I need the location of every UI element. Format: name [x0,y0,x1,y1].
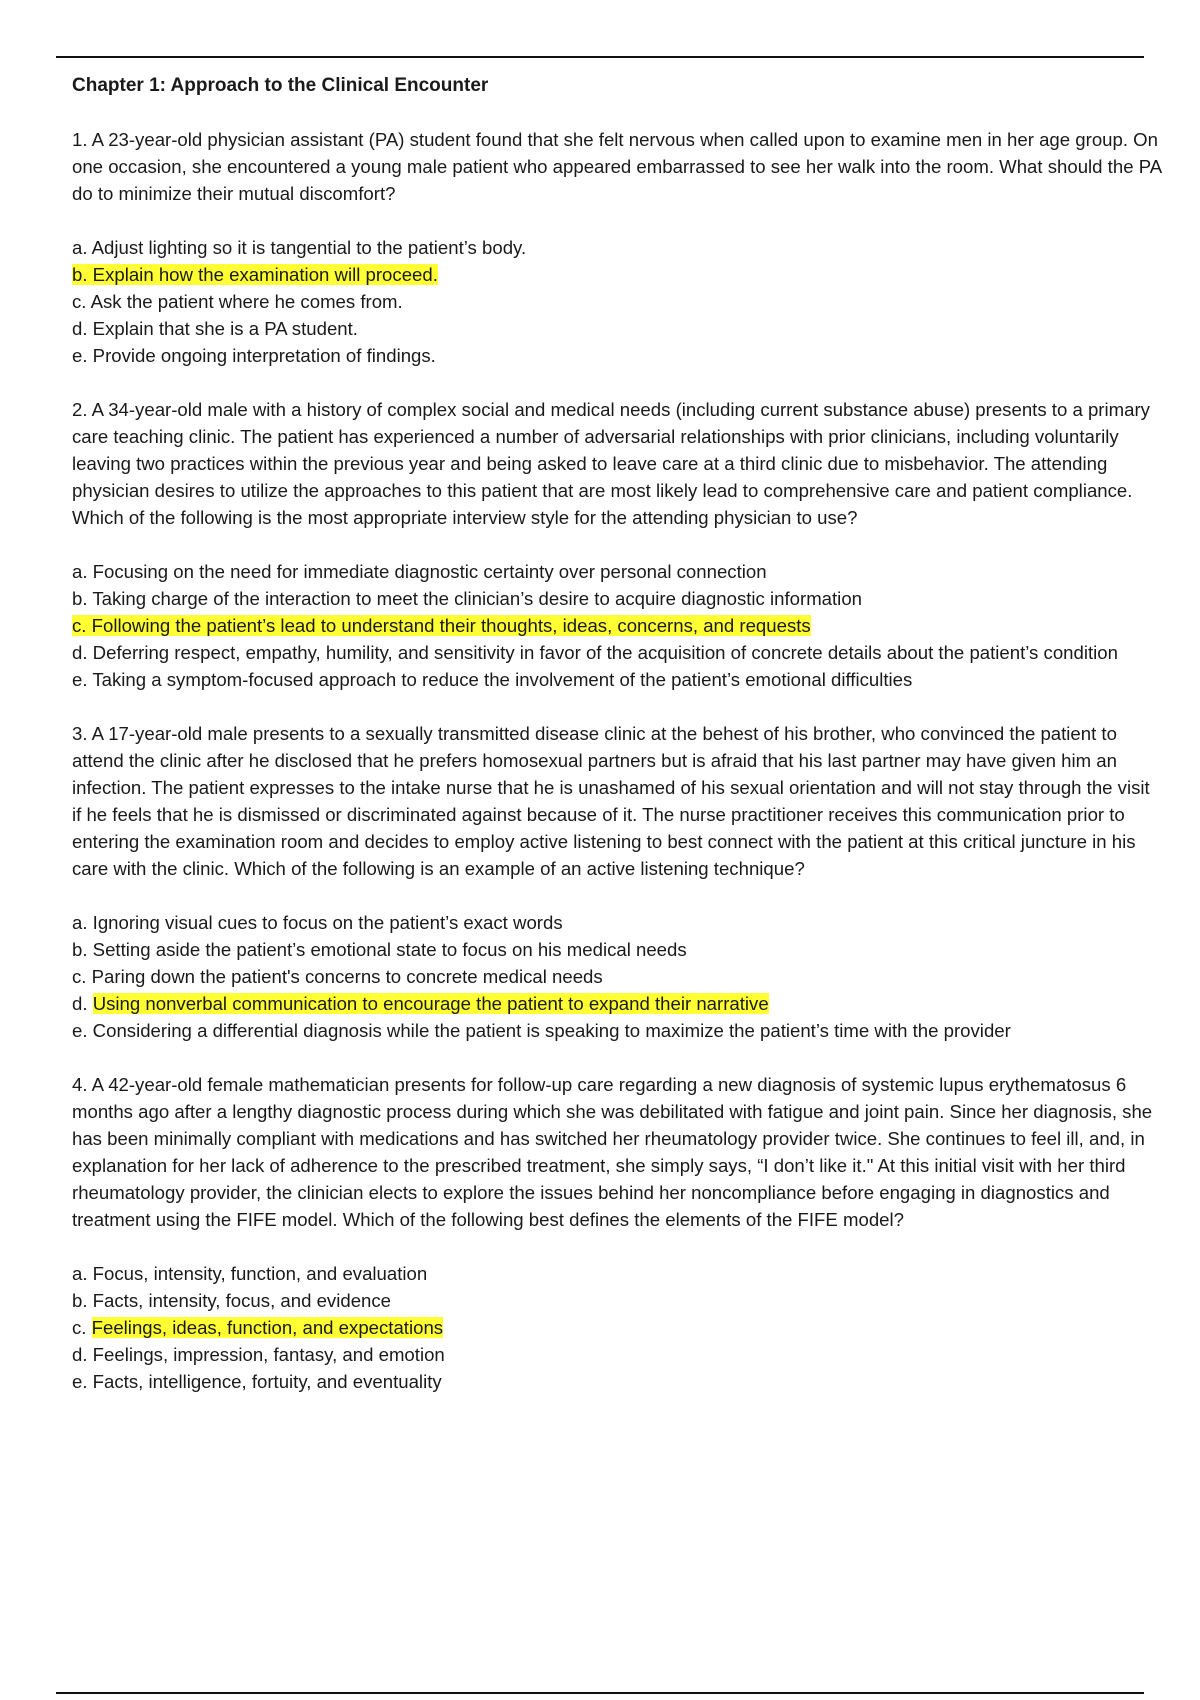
question-3-stem: 3. A 17-year-old male presents to a sexually transmitted disease clinic at the behest of his brother, who convinced the patient to attend the clinic after he disclosed that he prefers homosexual partners but is afraid that his last partner may have given him an infection. The patient expresses to the intake nurse that he is unashamed of his sexual orientation and will not stay through the visit if he feels that he is dismissed or discriminated against because of it. The nurse practitioner receives this communication prior to entering the examination room and decides to employ active listening to best connect with the patient at this critical juncture in his care with the clinic. Which of the following is an example of an active listening technique? [72,723,1150,879]
q4-option-e: e. Facts, intelligence, fortuity, and eventuality [72,1371,442,1392]
q2-option-d: d. Deferring respect, empathy, humility, and sensitivity in favor of the acquisition of concrete details about the patient’s condition [72,642,1118,663]
q3-option-e: e. Considering a differential diagnosis while the patient is speaking to maximize the patient’s time with the provider [72,1020,1011,1041]
option-letter: d. [72,993,93,1014]
question-2-options [72,558,1162,693]
q3-option-b: b. Setting aside the patient’s emotional state to focus on his medical needs [72,939,687,960]
question-2-stem: 2. A 34-year-old male with a history of complex social and medical needs (including current substance abuse) presents to a primary care teaching clinic. The patient has experienced a number of adversarial relationships with prior clinicians, including voluntarily leaving two practices within the previous year and being asked to leave care at a third clinic due to misbehavior. The attending physician desires to utilize the approaches to this patient that are most likely lead to comprehensive care and patient compliance. Which of the following is the most appropriate interview style for the attending physician to use? [72,399,1150,528]
q1-option-b-answer [72,261,1162,288]
answer-highlight: Using nonverbal communication to encourage the patient to expand their narrative [92,993,769,1014]
q4-option-a: a. Focus, intensity, function, and evaluation [72,1263,428,1284]
q2-option-a: a. Focusing on the need for immediate diagnostic certainty over personal connection [72,561,767,582]
question-4-options [72,1260,1162,1395]
answer-highlight: b. Explain how the examination will proceed. [72,264,438,285]
q1-option-c: c. Ask the patient where he comes from. [72,291,403,312]
q2-option-b: b. Taking charge of the interaction to meet the clinician’s desire to acquire diagnostic information [72,588,862,609]
q3-option-c: c. Paring down the patient's concerns to concrete medical needs [72,966,603,987]
q3-option-a: a. Ignoring visual cues to focus on the patient’s exact words [72,912,563,933]
question-4-stem: 4. A 42-year-old female mathematician presents for follow-up care regarding a new diagnosis of systemic lupus erythematosus 6 months ago after a lengthy diagnostic process during which she was debilitated with fatigue and joint pain. Since her diagnosis, she has been minimally compliant with medications and has switched her rheumatology provider twice. She continues to feel ill, and, in explanation for her lack of adherence to the prescribed treatment, she simply says, “I don’t like it." At this initial visit with her third rheumatology provider, the clinician elects to explore the issues behind her noncompliance before engaging in diagnostics and treatment using the FIFE model. Which of the following best defines the elements of the FIFE model? [72,1074,1153,1230]
chapter-title: Chapter 1: Approach to the Clinical Encounter [72,75,489,96]
top-rule [56,56,1144,58]
q2-option-e: e. Taking a symptom-focused approach to reduce the involvement of the patient’s emotional difficulties [72,669,913,690]
option-letter: c. [72,1317,92,1338]
answer-highlight: c. Following the patient’s lead to understand their thoughts, ideas, concerns, and requests [72,615,811,636]
q4-option-b: b. Facts, intensity, focus, and evidence [72,1290,392,1311]
q1-option-d: d. Explain that she is a PA student. [72,318,358,339]
question-1-options [72,234,1162,369]
q2-option-c-answer [72,612,1162,639]
question-1-stem: 1. A 23-year-old physician assistant (PA) student found that she felt nervous when called upon to examine men in her age group. On one occasion, she encountered a young male patient who appeared embarrassed to see her walk into the room. What should the PA do to minimize their mutual discomfort? [72,129,1162,204]
q3-option-d-answer [72,990,1162,1017]
q4-option-c-answer [72,1314,1162,1341]
q1-option-e: e. Provide ongoing interpretation of findings. [72,345,436,366]
bottom-rule [56,1692,1144,1694]
q4-option-d: d. Feelings, impression, fantasy, and emotion [72,1344,445,1365]
answer-highlight: Feelings, ideas, function, and expectations [91,1317,444,1338]
document-body [72,72,1162,1422]
q1-option-a: a. Adjust lighting so it is tangential to the patient’s body. [72,237,527,258]
question-3-options [72,909,1162,1044]
